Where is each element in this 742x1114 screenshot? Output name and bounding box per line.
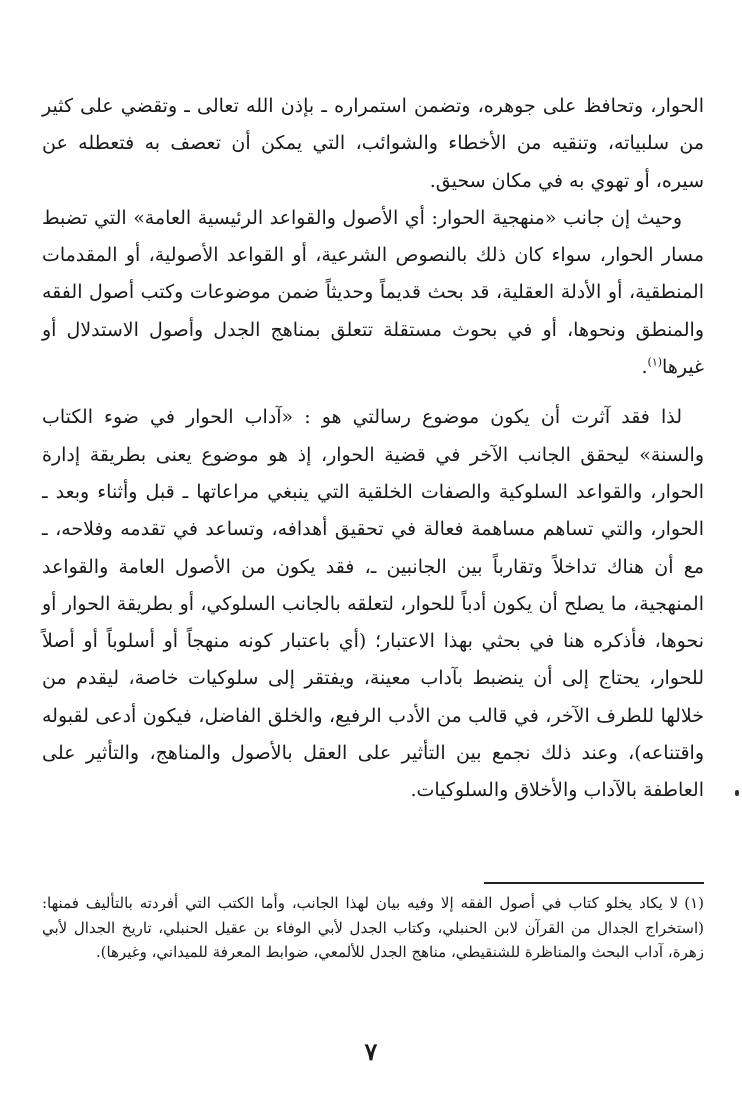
page-number: ٧ (364, 1037, 378, 1066)
paragraph-2 (42, 200, 704, 386)
paragraph-2-text: وحيث إن جانب «منهجية الحوار: أي الأصول والقواعد الرئيسية العامة» التي تضبط مسار الحوار، سواء كان ذلك بالنصوص الشرعية، أو القواعد الأصولية، أو المقدمات المنطقية، أو الأدلة العقلية، قد بحث قديماً وحديثاً ضمن موضوعات وكتب أصول الفقه والمنطق ونحوها، أو في بحوث مستقلة تتعلق بمناهج الجدل وأصول الاستدلال أو غيرها (42, 206, 704, 379)
footnote-text: لا يكاد يخلو كتاب في أصول الفقه إلا وفيه بيان لهذا الجانب، وأما الكتب التي أفردته بالتأليف فمنها: (استخراج الجدال من القرآن لابن الحنبلي، وكتاب الجدل لأبي الوفاء بن عقيل الحنبلي، تاريخ الجدال لأبي زهرة، آداب البحث والمناظرة للشنقيطي، مناهج الجدل للألمعي، ضوابط المعرفة للميداني، وغيرها). (42, 894, 704, 962)
footnote-divider (484, 882, 704, 884)
margin-mark (735, 790, 739, 796)
main-text (42, 88, 704, 810)
footnote-reference: (١) (647, 355, 663, 369)
footnote-number: (١) (684, 894, 704, 912)
paragraph-2-end: . (641, 356, 648, 379)
footnote (42, 891, 704, 965)
paragraph-3: لذا فقد آثرت أن يكون موضوع رسالتي هو : «آداب الحوار في ضوء الكتاب والسنة» ليحقق الجانب الآخر في قضية الحوار، إذ هو موضوع يعنى بطريقة إدارة الحوار، والقواعد السلوكية والصفات الخلقية التي ينبغي مراعاتها ـ قبل وأثناء وبعد ـ الحوار، والتي تساهم مساهمة فعالة في تحقيق أهدافه، وتساعد في تقدمه وفلاحه، ـ مع أن هناك تداخلاً وتقارباً بين الجانبين ـ، فقد يكون من الأصول العامة والقواعد المنهجية، ما يصلح أن يكون أدباً للحوار، لتعلقه بالجانب السلوكي، أو بطريقة الحوار أو نحوها، فأذكره هنا في بحثي بهذا الاعتبار؛ (أي باعتبار كونه منهجاً أو أسلوباً أو أصلاً للحوار، يحتاج إلى أن ينضبط بآداب معينة، ويفتقر إلى سلوكيات خاصة، ليقدم من خلالها للطرف الآخر، في قالب من الأدب الرفيع، والخلق الفاضل، فيكون أدعى لقبوله واقتناعه)، وعند ذلك نجمع بين التأثير على العقل بالأصول والمناهج، والتأثير على العاطفة بالآداب والأخلاق والسلوكيات. (42, 406, 704, 802)
paragraph-1: الحوار، وتحافظ على جوهره، وتضمن استمراره ـ بإذن الله تعالى ـ وتقضي على كثير من سلبياته، وتنقيه من الأخطاء والشوائب، التي يمكن أن تعصف به فتعطله عن سيره، أو تهوي به في مكان سحيق. (42, 95, 704, 192)
